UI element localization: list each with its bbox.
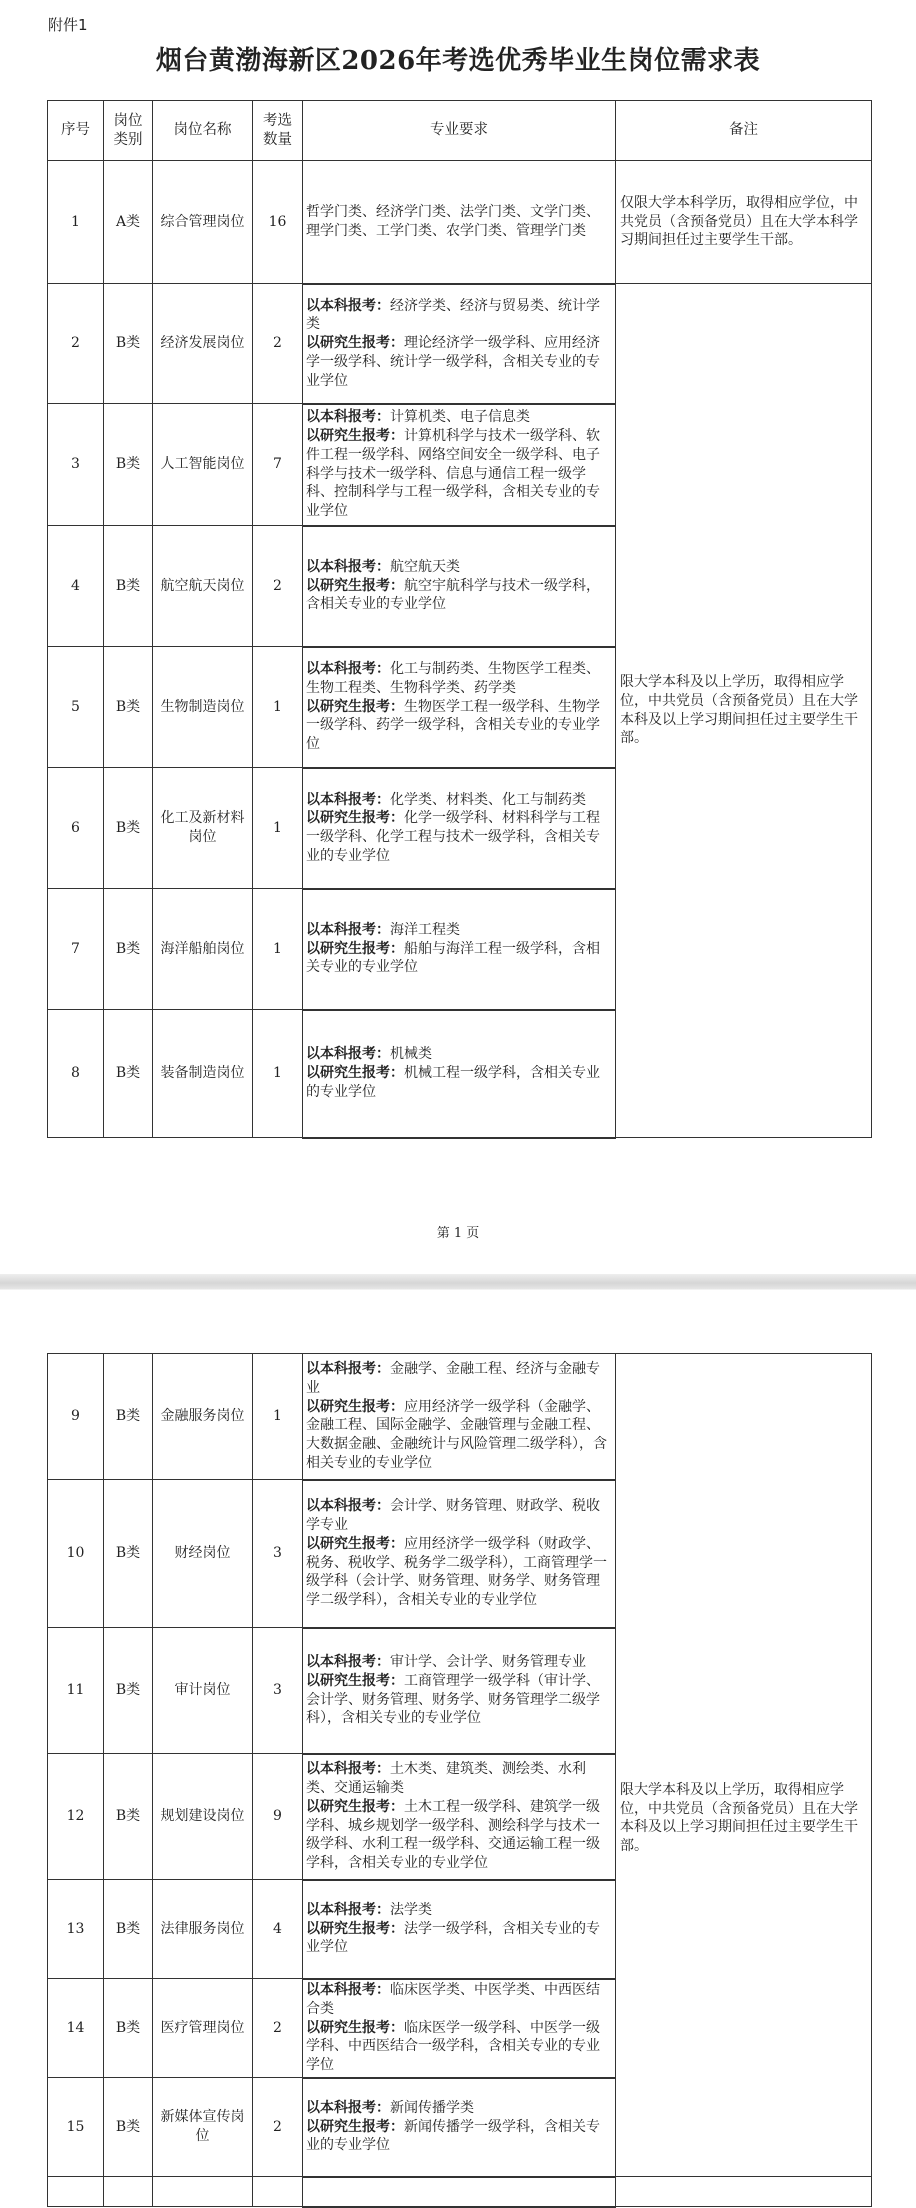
row-requirement [303, 2078, 616, 2177]
postgrad-label: 以研究生报考： [306, 810, 404, 827]
row-position-name: 经济发展岗位 [153, 284, 253, 404]
row-category: B类 [104, 1979, 153, 2078]
row-category: B类 [104, 1754, 153, 1880]
postgrad-requirement: 新闻传播学一级学科，含相关专业的专业学位 [306, 2118, 600, 2154]
postgrad-requirement: 机械工程一级学科，含相关专业的专业学位 [306, 1065, 600, 1100]
row-requirement [303, 1979, 616, 2078]
empty-cell [616, 2177, 872, 2207]
postgrad-label: 以研究生报考： [306, 1535, 404, 1552]
row-category: B类 [104, 1628, 153, 1754]
row-requirement [303, 161, 616, 284]
positions-table-page-2 [47, 1353, 872, 2208]
undergrad-requirement: 经济学类、经济与贸易类、统计学类 [306, 297, 600, 333]
row-number: 5 [48, 647, 104, 768]
postgrad-requirement: 理论经济学一级学科、应用经济学一级学科、统计学一级学科，含相关专业的专业学位 [306, 335, 600, 389]
row-count: 2 [253, 1979, 303, 2078]
row-requirement [303, 284, 616, 404]
header-count: 考选数量 [253, 101, 303, 161]
row-count: 1 [253, 1354, 303, 1480]
row-category: B类 [104, 2078, 153, 2177]
header-name: 岗位名称 [153, 101, 253, 161]
row-position-name: 航空航天岗位 [153, 526, 253, 647]
postgrad-requirement: 土木工程一级学科、建筑学一级学科、城乡规划学一级学科、测绘科学与技术一级学科、水利工程一级学科、交通运输工程一级学科，含相关专业的专业学位 [306, 1798, 600, 1871]
table-row-partial [48, 2177, 872, 2207]
header-remark: 备注 [616, 101, 872, 161]
row-number: 14 [48, 1979, 104, 2078]
header-no: 序号 [48, 101, 104, 161]
row-count: 3 [253, 1480, 303, 1628]
row-requirement [303, 768, 616, 889]
positions-table-page-1 [47, 100, 872, 1139]
row-remark: 仅限大学本科学历，取得相应学位，中共党员（含预备党员）且在大学本科学习期间担任过主要学生干部。 [616, 161, 872, 284]
undergrad-label: 以本科报考： [306, 1901, 390, 1918]
postgrad-requirement: 生物医学工程一级学科、生物学一级学科、药学一级学科，含相关专业的专业学位 [306, 698, 600, 753]
row-count: 1 [253, 768, 303, 889]
row-number: 15 [48, 2078, 104, 2177]
postgrad-label: 以研究生报考： [306, 335, 404, 352]
row-requirement [303, 1010, 616, 1138]
header-category: 岗位类别 [104, 101, 153, 161]
attachment-label: 附件1 [48, 16, 88, 34]
undergrad-requirement: 计算机类、电子信息类 [390, 409, 530, 426]
undergrad-label: 以本科报考： [306, 409, 390, 426]
row-count: 1 [253, 1010, 303, 1138]
postgrad-requirement: 计算机科学与技术一级学科、软件工程一级学科、网络空间安全一级学科、电子科学与技术一级学科、信息与通信工程一级学科、控制科学与工程一级学科，含相关专业的专业学位 [306, 428, 600, 519]
undergrad-label: 以本科报考： [306, 1361, 390, 1378]
row-category: B类 [104, 404, 153, 526]
row-requirement [303, 1354, 616, 1480]
undergrad-requirement: 金融学、金融工程、经济与金融专业 [306, 1361, 600, 1396]
undergrad-requirement: 化工与制药类、生物医学工程类、生物工程类、生物科学类、药学类 [306, 661, 600, 696]
table-row [48, 1354, 872, 1480]
row-position-name: 审计岗位 [153, 1628, 253, 1754]
row-number: 7 [48, 889, 104, 1010]
undergrad-label: 以本科报考： [306, 558, 390, 575]
row-requirement [303, 1880, 616, 1979]
row-count: 3 [253, 1628, 303, 1754]
empty-cell [153, 2177, 253, 2207]
row-requirement [303, 889, 616, 1010]
row-number: 10 [48, 1480, 104, 1628]
row-position-name: 新媒体宣传岗位 [153, 2078, 253, 2177]
row-position-name: 装备制造岗位 [153, 1010, 253, 1138]
undergrad-label: 以本科报考： [306, 1761, 390, 1778]
requirement-text: 哲学门类、经济学门类、法学门类、文学门类、理学门类、工学门类、农学门类、管理学门类 [306, 204, 600, 239]
row-count: 1 [253, 889, 303, 1010]
row-number: 8 [48, 1010, 104, 1138]
postgrad-label: 以研究生报考： [306, 1672, 404, 1689]
postgrad-label: 以研究生报考： [306, 1920, 404, 1937]
row-position-name: 规划建设岗位 [153, 1754, 253, 1880]
row-position-name: 金融服务岗位 [153, 1354, 253, 1480]
postgrad-label: 以研究生报考： [306, 1798, 404, 1815]
row-position-name: 法律服务岗位 [153, 1880, 253, 1979]
undergrad-requirement: 机械类 [390, 1046, 432, 1063]
postgrad-label: 以研究生报考： [306, 2118, 404, 2135]
empty-cell [303, 2177, 616, 2207]
row-count: 2 [253, 284, 303, 404]
undergrad-label: 以本科报考： [306, 791, 390, 808]
row-number: 4 [48, 526, 104, 647]
page-number: 第 1 页 [436, 1226, 480, 1241]
undergrad-requirement: 新闻传播学类 [390, 2099, 474, 2116]
postgrad-label: 以研究生报考： [306, 698, 404, 715]
undergrad-label: 以本科报考： [306, 2099, 390, 2116]
row-number: 9 [48, 1354, 104, 1480]
row-count: 1 [253, 647, 303, 768]
row-category: A类 [104, 161, 153, 284]
row-position-name: 人工智能岗位 [153, 404, 253, 526]
undergrad-requirement: 化学类、材料类、化工与制药类 [390, 791, 586, 808]
postgrad-label: 以研究生报考： [306, 428, 404, 445]
undergrad-requirement: 土木类、建筑类、测绘类、水利类、交通运输类 [306, 1761, 586, 1797]
row-number: 11 [48, 1628, 104, 1754]
row-requirement [303, 526, 616, 647]
row-number: 12 [48, 1754, 104, 1880]
empty-cell [48, 2177, 104, 2207]
undergrad-label: 以本科报考： [306, 661, 390, 678]
undergrad-requirement: 临床医学类、中医学类、中西医结合类 [306, 1982, 600, 2017]
page-title: 烟台黄渤海新区2026年考选优秀毕业生岗位需求表 [155, 46, 761, 76]
postgrad-label: 以研究生报考： [306, 2019, 404, 2036]
row-count: 2 [253, 526, 303, 647]
table-header-row [48, 101, 872, 161]
postgrad-requirement: 临床医学一级学科、中医学一级学科、中西医结合一级学科，含相关专业的专业学位 [306, 2019, 600, 2074]
row-count: 9 [253, 1754, 303, 1880]
undergrad-label: 以本科报考： [306, 297, 390, 314]
undergrad-label: 以本科报考： [306, 1654, 390, 1671]
postgrad-label: 以研究生报考： [306, 577, 404, 594]
row-count: 7 [253, 404, 303, 526]
row-category: B类 [104, 526, 153, 647]
postgrad-requirement: 法学一级学科，含相关专业的专业学位 [306, 1920, 600, 1956]
row-remark: 限大学本科及以上学历，取得相应学位，中共党员（含预备党员）且在大学本科及以上学习期间担任过主要学生干部。 [616, 284, 872, 1138]
row-position-name: 财经岗位 [153, 1480, 253, 1628]
undergrad-label: 以本科报考： [306, 921, 390, 938]
row-requirement [303, 647, 616, 768]
undergrad-requirement: 航空航天类 [390, 558, 460, 575]
row-category: B类 [104, 1880, 153, 1979]
row-category: B类 [104, 889, 153, 1010]
row-requirement [303, 1480, 616, 1628]
undergrad-label: 以本科报考： [306, 1046, 390, 1063]
row-position-name: 综合管理岗位 [153, 161, 253, 284]
row-category: B类 [104, 1010, 153, 1138]
empty-cell [104, 2177, 153, 2207]
row-requirement [303, 404, 616, 526]
undergrad-requirement: 海洋工程类 [390, 921, 460, 938]
row-number: 1 [48, 161, 104, 284]
row-number: 3 [48, 404, 104, 526]
row-category: B类 [104, 1354, 153, 1480]
row-number: 6 [48, 768, 104, 889]
table-row [48, 284, 872, 404]
row-category: B类 [104, 284, 153, 404]
postgrad-requirement: 工商管理学一级学科（审计学、会计学、财务管理、财务学、财务管理学二级学科），含相关专业的专业学位 [306, 1672, 600, 1727]
undergrad-requirement: 会计学、财务管理、财政学、税收学专业 [306, 1498, 600, 1534]
undergrad-requirement: 审计学、会计学、财务管理专业 [390, 1654, 586, 1671]
undergrad-label: 以本科报考： [306, 1982, 390, 1999]
row-count: 2 [253, 2078, 303, 2177]
postgrad-requirement: 应用经济学一级学科（财政学、税务、税收学、税务学二级学科），工商管理学一级学科（会计学、财务管理、财务学、财务管理学二级学科），含相关专业的专业学位 [306, 1535, 607, 1608]
row-remark: 限大学本科及以上学历，取得相应学位，中共党员（含预备党员）且在大学本科及以上学习期间担任过主要学生干部。 [616, 1354, 872, 2177]
row-requirement [303, 1754, 616, 1880]
undergrad-label: 以本科报考： [306, 1498, 390, 1515]
postgrad-label: 以研究生报考： [306, 1065, 404, 1082]
row-requirement [303, 1628, 616, 1754]
row-category: B类 [104, 647, 153, 768]
page-separator [0, 1274, 916, 1290]
row-count: 16 [253, 161, 303, 284]
postgrad-requirement: 船舶与海洋工程一级学科，含相关专业的专业学位 [306, 940, 600, 976]
table-row [48, 161, 872, 284]
row-position-name: 化工及新材料岗位 [153, 768, 253, 889]
undergrad-requirement: 法学类 [390, 1901, 432, 1918]
row-category: B类 [104, 768, 153, 889]
postgrad-requirement: 航空宇航科学与技术一级学科，含相关专业的专业学位 [306, 577, 600, 613]
postgrad-requirement: 应用经济学一级学科（金融学、金融工程、国际金融学、金融管理与金融工程、大数据金融、金融统计与风险管理二级学科），含相关专业的专业学位 [306, 1398, 607, 1471]
row-position-name: 生物制造岗位 [153, 647, 253, 768]
row-count: 4 [253, 1880, 303, 1979]
row-number: 13 [48, 1880, 104, 1979]
row-position-name: 海洋船舶岗位 [153, 889, 253, 1010]
postgrad-label: 以研究生报考： [306, 940, 404, 957]
row-position-name: 医疗管理岗位 [153, 1979, 253, 2078]
row-category: B类 [104, 1480, 153, 1628]
empty-cell [253, 2177, 303, 2207]
postgrad-label: 以研究生报考： [306, 1398, 404, 1415]
row-number: 2 [48, 284, 104, 404]
postgrad-requirement: 化学一级学科、材料科学与工程一级学科、化学工程与技术一级学科，含相关专业的专业学位 [306, 810, 600, 864]
header-requirement: 专业要求 [303, 101, 616, 161]
